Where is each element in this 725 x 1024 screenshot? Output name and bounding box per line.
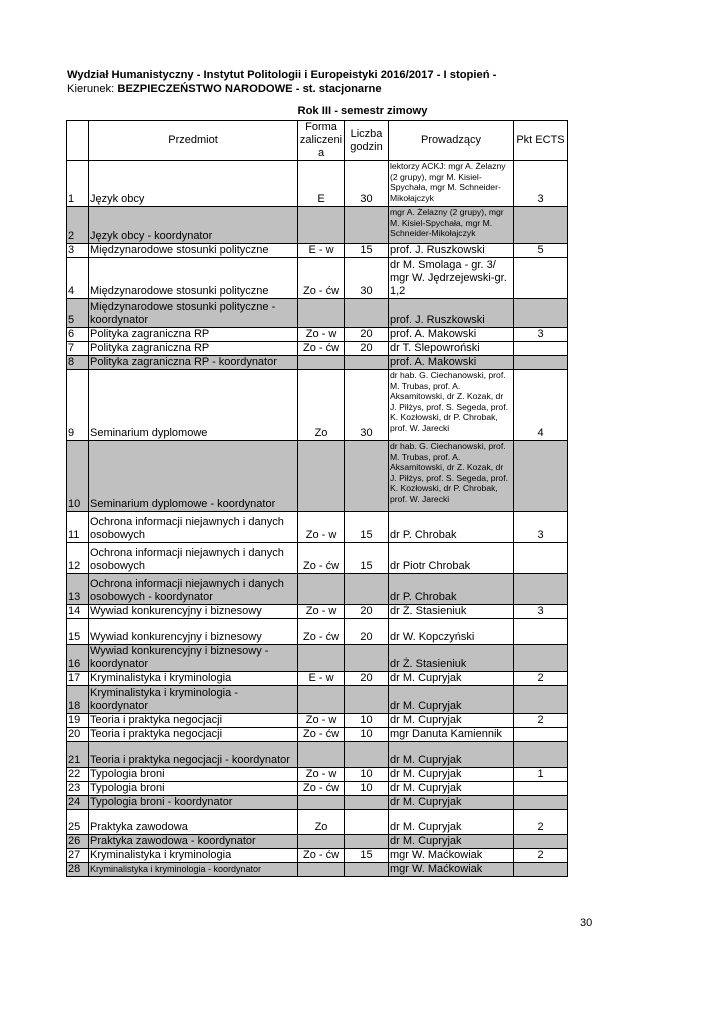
table-row [67,835,568,849]
table-row [67,574,568,605]
course-table [66,120,568,877]
ects-cell: 3 [514,605,568,619]
row-number: 24 [67,796,89,810]
subject-cell: Międzynarodowe stosunki polityczne [89,244,298,258]
table-row [67,728,568,742]
table-row [67,441,568,512]
col-header-form: Forma zaliczeni a [298,121,345,161]
subject-cell: Język obcy - koordynator [89,207,298,244]
ects-cell [514,782,568,796]
col-header-number [67,121,89,161]
ects-cell: 2 [514,714,568,728]
form-cell [298,207,345,244]
table-row [67,342,568,356]
ects-cell [514,356,568,370]
form-cell [298,796,345,810]
row-number: 26 [67,835,89,849]
ects-cell [514,258,568,299]
ects-cell [514,645,568,672]
row-number: 25 [67,810,89,835]
row-number: 6 [67,328,89,342]
form-cell [298,574,345,605]
form-cell: Zo - ćw [298,619,345,645]
teacher-cell: dr Piotr Chrobak [389,543,514,574]
subject-cell: Język obcy [89,161,298,207]
form-cell: Zo - ćw [298,782,345,796]
program-label: Kierunek: [67,83,118,95]
hours-cell [345,863,389,877]
row-number: 21 [67,742,89,768]
hours-cell: 15 [345,244,389,258]
teacher-cell: mgr A. Żelazny (2 grupy), mgr M. Kisiel-Spychała, mgr M. Schneider-Mikołajczyk [389,207,514,244]
form-cell: Zo - ćw [298,728,345,742]
teacher-cell: dr M. Cupryjak [389,782,514,796]
teacher-cell: dr hab. G. Ciechanowski, prof. M. Trubas, prof. A. Aksamitowski, dr Z. Kozak, dr J. Piłżys, prof. S. Segeda, prof. K. Kozłowski, dr P. Chrobak, prof. W. Jarecki [389,370,514,441]
hours-cell [345,810,389,835]
faculty-heading: Wydział Humanistyczny - Instytut Politologii i Europeistyki 2016/2017 - I stopień - [67,69,497,81]
ects-cell: 1 [514,768,568,782]
row-number: 11 [67,512,89,543]
ects-cell: 2 [514,849,568,863]
subject-cell: Teoria i praktyka negocjacji - koordynator [89,742,298,768]
form-cell [298,835,345,849]
form-cell: E - w [298,672,345,686]
form-cell: Zo - w [298,328,345,342]
row-number: 22 [67,768,89,782]
table-row [67,244,568,258]
teacher-cell: dr M. Cupryjak [389,835,514,849]
table-row [67,328,568,342]
subject-cell: Ochrona informacji niejawnych i danych osobowych [89,543,298,574]
teacher-cell: prof. J. Ruszkowski [389,299,514,328]
row-number: 16 [67,645,89,672]
row-number: 19 [67,714,89,728]
form-cell: Zo - w [298,605,345,619]
subject-cell: Typologia broni - koordynator [89,796,298,810]
form-cell [298,863,345,877]
table-row [67,796,568,810]
ects-cell: 2 [514,672,568,686]
row-number: 28 [67,863,89,877]
hours-cell [345,574,389,605]
form-cell: Zo - ćw [298,849,345,863]
teacher-cell: dr P. Chrobak [389,512,514,543]
teacher-cell: dr M. Cupryjak [389,672,514,686]
ects-cell [514,543,568,574]
ects-cell [514,796,568,810]
teacher-cell: prof. A. Makowski [389,356,514,370]
teacher-cell: prof. A. Makowski [389,328,514,342]
ects-cell [514,686,568,714]
subject-cell: Kryminalistyka i kryminologia - koordynator [89,863,298,877]
subject-cell: Praktyka zawodowa - koordynator [89,835,298,849]
table-row [67,863,568,877]
hours-cell [345,645,389,672]
teacher-cell: dr Ż. Stasieniuk [389,605,514,619]
table-row [67,299,568,328]
form-cell [298,742,345,768]
form-cell: Zo - ćw [298,543,345,574]
ects-cell: 2 [514,810,568,835]
subject-cell: Typologia broni [89,782,298,796]
hours-cell: 15 [345,849,389,863]
hours-cell: 10 [345,728,389,742]
table-row [67,605,568,619]
row-number: 20 [67,728,89,742]
ects-cell [514,441,568,512]
hours-cell [345,356,389,370]
table-row [67,672,568,686]
subject-cell: Międzynarodowe stosunki polityczne [89,258,298,299]
hours-cell: 20 [345,619,389,645]
row-number: 12 [67,543,89,574]
row-number: 7 [67,342,89,356]
teacher-cell: mgr W. Maćkowiak [389,849,514,863]
row-number: 4 [67,258,89,299]
col-header-ects: Pkt ECTS [514,121,568,161]
hours-cell: 10 [345,768,389,782]
teacher-cell: dr hab. G. Ciechanowski, prof. M. Trubas, prof. A. Aksamitowski, dr Z. Kozak, dr J. Piłżys, prof. S. Segeda, prof. K. Kozłowski, dr P. Chrobak, prof. W. Jarecki [389,441,514,512]
subject-cell: Międzynarodowe stosunki polityczne - koordynator [89,299,298,328]
teacher-cell: dr T. Ślepowroński [389,342,514,356]
ects-cell [514,207,568,244]
ects-cell: 3 [514,512,568,543]
program-heading [67,83,382,95]
ects-cell: 4 [514,370,568,441]
form-cell: Zo [298,370,345,441]
teacher-cell: dr M. Cupryjak [389,810,514,835]
hours-cell: 30 [345,370,389,441]
hours-cell [345,796,389,810]
table-row [67,161,568,207]
form-cell: Zo [298,810,345,835]
table-row [67,207,568,244]
hours-cell: 20 [345,605,389,619]
form-cell [298,299,345,328]
table-body [67,161,568,877]
ects-cell [514,742,568,768]
hours-cell: 15 [345,543,389,574]
subject-cell: Ochrona informacji niejawnych i danych osobowych - koordynator [89,574,298,605]
table-row [67,370,568,441]
subject-cell: Wywiad konkurencyjny i biznesowy [89,605,298,619]
hours-cell [345,441,389,512]
table-row [67,782,568,796]
form-cell: Zo - w [298,768,345,782]
teacher-cell: dr Ż. Stasieniuk [389,645,514,672]
table-row [67,686,568,714]
table-row [67,849,568,863]
teacher-cell: mgr Danuta Kamiennik [389,728,514,742]
subject-cell: Typologia broni [89,768,298,782]
teacher-cell: prof. J. Ruszkowski [389,244,514,258]
hours-cell: 30 [345,258,389,299]
row-number: 10 [67,441,89,512]
teacher-cell: dr P. Chrobak [389,574,514,605]
subject-cell: Polityka zagraniczna RP [89,342,298,356]
subject-cell: Kryminalistyka i kryminologia - koordynator [89,686,298,714]
hours-cell: 15 [345,512,389,543]
subject-cell: Praktyka zawodowa [89,810,298,835]
subject-cell: Teoria i praktyka negocjacji [89,714,298,728]
form-cell: Zo - ćw [298,258,345,299]
teacher-cell: dr M. Cupryjak [389,742,514,768]
teacher-cell: dr W. Kopczyński [389,619,514,645]
row-number: 15 [67,619,89,645]
ects-cell [514,342,568,356]
table-row [67,645,568,672]
subject-cell: Kryminalistyka i kryminologia [89,672,298,686]
table-row [67,714,568,728]
subject-cell: Teoria i praktyka negocjacji [89,728,298,742]
form-cell [298,441,345,512]
form-cell [298,686,345,714]
subject-cell: Polityka zagraniczna RP - koordynator [89,356,298,370]
table-row [67,810,568,835]
row-number: 13 [67,574,89,605]
form-cell: Zo - w [298,512,345,543]
subject-cell: Seminarium dyplomowe - koordynator [89,441,298,512]
subject-cell: Wywiad konkurencyjny i biznesowy [89,619,298,645]
row-number: 3 [67,244,89,258]
table-row [67,512,568,543]
teacher-cell: mgr W. Maćkowiak [389,863,514,877]
subject-cell: Seminarium dyplomowe [89,370,298,441]
ects-cell: 3 [514,161,568,207]
teacher-cell: lektorzy ACKJ: mgr A. Żelazny (2 grupy), mgr M. Kisiel-Spychała, mgr M. Schneider-Mikołajczyk [389,161,514,207]
hours-cell: 20 [345,328,389,342]
hours-cell: 10 [345,782,389,796]
ects-cell [514,299,568,328]
hours-cell: 20 [345,342,389,356]
ects-cell [514,863,568,877]
form-cell: E [298,161,345,207]
table-row [67,543,568,574]
table-row [67,768,568,782]
hours-cell [345,207,389,244]
form-cell [298,645,345,672]
col-header-hours: Liczba godzin [345,121,389,161]
hours-cell: 30 [345,161,389,207]
teacher-cell: dr M. Cupryjak [389,714,514,728]
row-number: 23 [67,782,89,796]
table-row [67,742,568,768]
hours-cell [345,299,389,328]
table-row [67,619,568,645]
form-cell: Zo - w [298,714,345,728]
table-row [67,258,568,299]
ects-cell [514,574,568,605]
row-number: 17 [67,672,89,686]
ects-cell: 3 [514,328,568,342]
row-number: 14 [67,605,89,619]
hours-cell [345,686,389,714]
form-cell: E - w [298,244,345,258]
teacher-cell: dr M. Cupryjak [389,686,514,714]
row-number: 1 [67,161,89,207]
hours-cell: 10 [345,714,389,728]
total-ects: 30 [580,917,593,929]
row-number: 5 [67,299,89,328]
hours-cell: 20 [345,672,389,686]
row-number: 27 [67,849,89,863]
ects-cell: 5 [514,244,568,258]
row-number: 18 [67,686,89,714]
col-header-subject: Przedmiot [89,121,298,161]
subject-cell: Kryminalistyka i kryminologia [89,849,298,863]
program-name: BEZPIECZEŃSTWO NARODOWE - st. stacjonarne [117,83,382,95]
teacher-cell: dr M. Cupryjak [389,796,514,810]
subject-cell: Polityka zagraniczna RP [89,328,298,342]
hours-cell [345,742,389,768]
table-row [67,356,568,370]
row-number: 2 [67,207,89,244]
form-cell: Zo - ćw [298,342,345,356]
header-row [67,121,568,161]
subject-cell: Wywiad konkurencyjny i biznesowy - koordynator [89,645,298,672]
teacher-cell: dr M. Smolaga - gr. 3/ mgr W. Jędrzejewski-gr. 1,2 [389,258,514,299]
subject-cell: Ochrona informacji niejawnych i danych osobowych [89,512,298,543]
form-cell [298,356,345,370]
semester-title: Rok III - semestr zimowy [297,105,428,117]
row-number: 9 [67,370,89,441]
col-header-teacher: Prowadzący [389,121,514,161]
ects-cell [514,728,568,742]
ects-cell [514,835,568,849]
row-number: 8 [67,356,89,370]
hours-cell [345,835,389,849]
teacher-cell: dr M. Cupryjak [389,768,514,782]
ects-cell [514,619,568,645]
